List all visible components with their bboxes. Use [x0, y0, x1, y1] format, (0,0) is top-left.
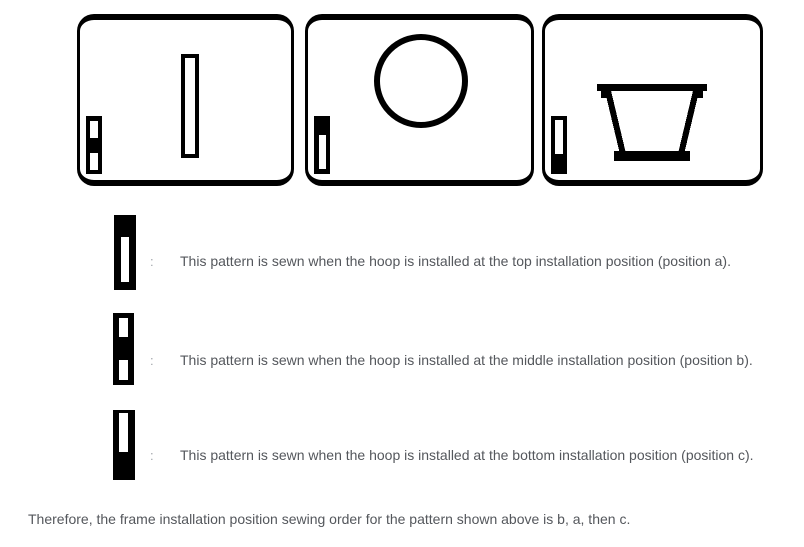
colon-separator: : [150, 353, 154, 368]
vertical-bar-pattern [181, 54, 199, 158]
indicator-slot [121, 237, 129, 282]
indicator-slot [90, 121, 98, 138]
hoop-position-a-indicator-icon [314, 116, 330, 174]
indicator-slot [555, 120, 563, 154]
indicator-slot [119, 318, 128, 337]
legend-text-position-a: This pattern is sewn when the hoop is installed at the top installation position (position a). [180, 253, 731, 269]
position-a-icon [114, 215, 136, 290]
legend-row-position-c [150, 447, 754, 464]
indicator-slot [319, 135, 326, 169]
legend-text-position-b: This pattern is sewn when the hoop is installed at the middle installation position (position b). [180, 352, 753, 368]
position-c-icon [113, 410, 135, 480]
indicator-slot [90, 153, 98, 170]
hoop-position-c-indicator-icon [551, 116, 567, 174]
indicator-slot [119, 413, 128, 452]
indicator-slot [119, 360, 128, 380]
trapezoid-pattern [597, 84, 707, 164]
pattern-panel-2 [305, 14, 534, 186]
hoop-position-b-indicator-icon [86, 116, 102, 174]
colon-separator: : [150, 448, 154, 463]
legend-row-position-a [150, 253, 731, 270]
legend-row-position-b [150, 352, 753, 369]
pattern-panel-3 [542, 14, 763, 186]
position-b-icon [113, 313, 134, 385]
colon-separator: : [150, 254, 154, 269]
circle-pattern [374, 34, 468, 128]
pattern-panel-1 [77, 14, 294, 186]
sewing-order-conclusion: Therefore, the frame installation position sewing order for the pattern shown above is b, a, then c. [28, 511, 631, 527]
legend-text-position-c: This pattern is sewn when the hoop is installed at the bottom installation position (position c). [180, 447, 754, 463]
